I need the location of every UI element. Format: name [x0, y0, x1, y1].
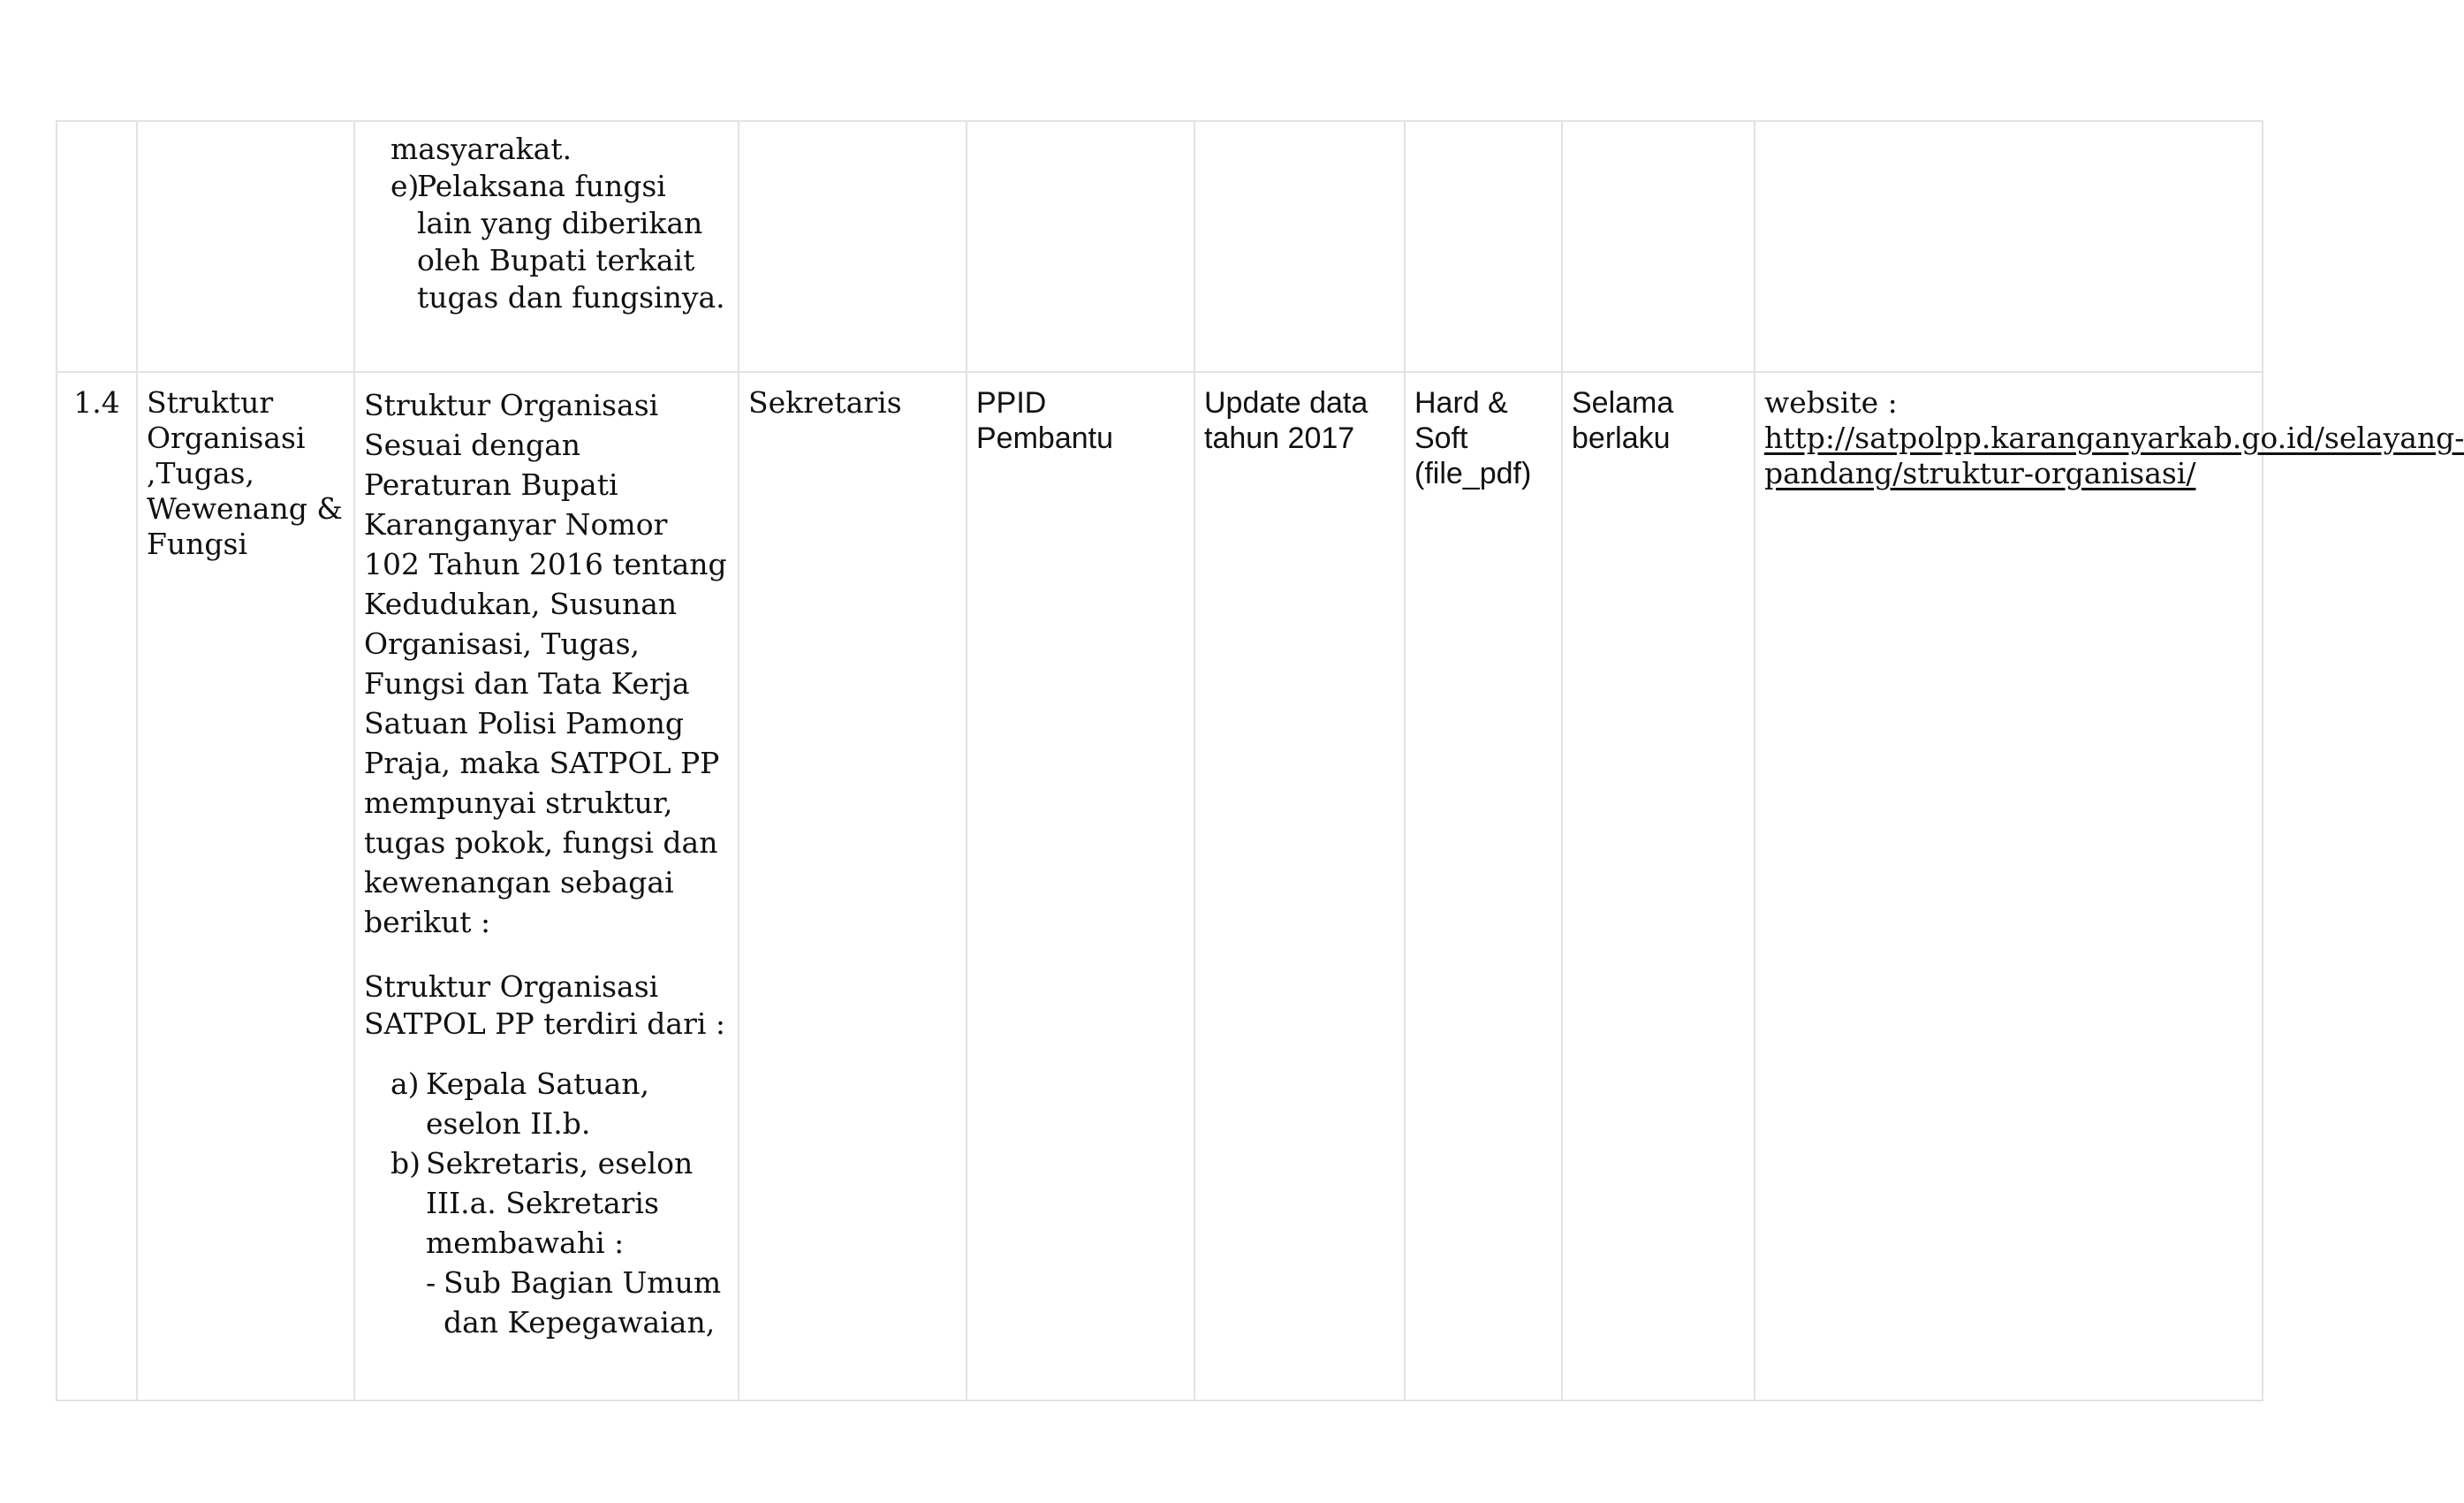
list-text: Sub Bagian Umum dan Kepegawaian, — [444, 1265, 722, 1340]
table-row — [57, 372, 2263, 1401]
list-item — [390, 1143, 729, 1263]
title-cell — [137, 121, 354, 372]
information-table — [56, 120, 2464, 1401]
update-cell: Update data tahun 2017 — [1194, 372, 1405, 1401]
document-page — [56, 120, 2464, 1401]
officer-cell: PPID Pembantu — [967, 372, 1194, 1401]
continuation-text: masyarakat. — [390, 132, 572, 166]
list-item — [390, 1064, 729, 1143]
source-cell — [1755, 372, 2464, 1401]
list-marker: b) — [390, 1146, 421, 1180]
responsible-cell: Sekretaris — [739, 372, 967, 1401]
row-number: 1.4 — [57, 372, 137, 1401]
description-cell — [354, 372, 739, 1401]
sub-list-item — [426, 1263, 729, 1342]
responsible-cell — [739, 121, 967, 372]
description-continuation — [390, 131, 729, 316]
source-cell — [1755, 121, 2263, 372]
list-item — [390, 168, 729, 316]
description-paragraph: Struktur Organisasi SATPOL PP terdiri dari : — [364, 969, 726, 1041]
structure-list — [390, 1064, 729, 1342]
description-paragraph: Struktur Organisasi Sesuai dengan Peraturan Bupati Karanganyar Nomor 102 Tahun 2016 tentang Kedudukan, Susunan Organisasi, Tugas, Fungsi dan Tata Kerja Satuan Polisi Pamong Praja, maka SATPOL PP mempunyai struktur, tugas pokok, fungsi dan kewenangan sebagai berikut : — [364, 388, 727, 939]
description-cell — [354, 121, 739, 372]
source-label: website : — [1764, 385, 1898, 420]
list-marker: e) — [390, 169, 420, 203]
number-cell — [57, 121, 137, 372]
officer-cell — [967, 121, 1194, 372]
row-title: Struktur Organisasi ,Tugas, Wewenang & Fungsi — [137, 372, 354, 1401]
list-marker: a) — [390, 1067, 420, 1101]
source-link[interactable]: http://satpolpp.karanganyarkab.go.id/selayang-pandang/struktur-organisasi/ — [1764, 421, 2464, 490]
update-cell — [1194, 121, 1405, 372]
table-row — [57, 121, 2263, 372]
format-cell — [1405, 121, 1562, 372]
list-marker: - — [426, 1265, 436, 1300]
format-cell: Hard & Soft (file_pdf) — [1405, 372, 1562, 1401]
list-text: Sekretaris, eselon III.a. Sekretaris membawahi : — [426, 1146, 694, 1260]
list-text: Pelaksana fungsi lain yang diberikan oleh Bupati terkait tugas dan fungsinya. — [417, 169, 725, 315]
retention-cell: Selama berlaku — [1562, 372, 1755, 1401]
list-text: Kepala Satuan, eselon II.b. — [426, 1067, 650, 1141]
retention-cell — [1562, 121, 1755, 372]
